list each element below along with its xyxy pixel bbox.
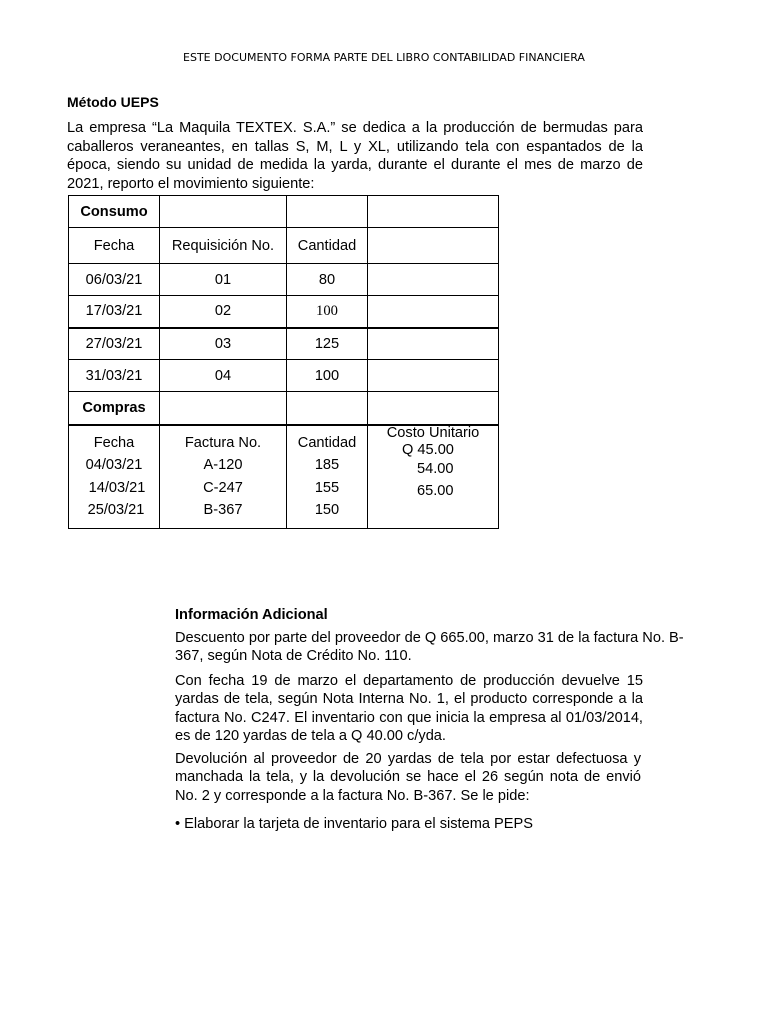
fecha-value: 25/03/21 [87, 502, 145, 518]
fecha-value: 04/03/21 [85, 457, 143, 473]
costo-value: 54.00 [417, 460, 454, 477]
column-header-cantidad: Cantidad [297, 434, 357, 451]
compras-costo-cell [368, 425, 499, 529]
column-header-cantidad: Cantidad [287, 228, 368, 264]
table-row [69, 360, 499, 392]
table-row [69, 296, 499, 328]
column-header-fecha: Fecha [69, 228, 160, 264]
requisicion-cell: 02 [160, 296, 287, 328]
consumo-header-row [69, 228, 499, 264]
section-title: Método UEPS [67, 94, 159, 110]
compras-cantidad-cell [287, 425, 368, 529]
requisicion-cell: 03 [160, 328, 287, 360]
table-row [69, 264, 499, 296]
fecha-cell: 06/03/21 [69, 264, 160, 296]
additional-info-paragraph-2: Con fecha 19 de marzo el departamento de producción devuelve 15 yardas de tela, según Nota Interna No. 1, el producto corresponde a la factura No. C247. El inventario con que inicia la empresa al 01/03/2014, es de 120 yardas de tela a Q 40.00 c/yda. [175, 673, 643, 745]
fecha-cell: 27/03/21 [69, 328, 160, 360]
compras-section-row [69, 392, 499, 425]
column-header-requisicion: Requisición No. [160, 228, 287, 264]
requisicion-cell: 01 [160, 264, 287, 296]
intro-paragraph: La empresa “La Maquila TEXTEX. S.A.” se dedica a la producción de bermudas para caballeros veraneantes, en tallas S, M, L y XL, utilizando tela con espantados de la época, siendo su unidad de medida la yarda, durante el durante el mes de marzo de 2021, reporto el movimiento siguiente: [67, 120, 643, 192]
fecha-cell: 31/03/21 [69, 360, 160, 392]
document-header: ESTE DOCUMENTO FORMA PARTE DEL LIBRO CONTABILIDAD FINANCIERA [183, 51, 585, 64]
factura-value: A-120 [203, 457, 243, 473]
cantidad-value: 185 [314, 457, 340, 473]
cantidad-value: 155 [314, 479, 340, 496]
compras-factura-cell [160, 425, 287, 529]
additional-info-paragraph-3: Devolución al proveedor de 20 yardas de tela por estar defectuosa y manchada la tela, y la devolución se hace el 26 según nota de envió No. 2 y corresponde a la factura No. B-367. Se le pide: [175, 751, 641, 804]
compras-fecha-cell [69, 425, 160, 529]
column-header-costo-unitario: Costo Unitario [386, 424, 480, 441]
costo-value: 65.00 [417, 482, 454, 499]
compras-label: Compras [69, 392, 160, 425]
consumo-label: Consumo [69, 196, 160, 228]
factura-value: B-367 [203, 502, 243, 518]
task-bullet: • Elaborar la tarjeta de inventario para el sistema PEPS [175, 816, 533, 832]
additional-info-paragraph-1: Descuento por parte del proveedor de Q 665.00, marzo 31 de la factura No. B-367, según Nota de Crédito No. 110. [175, 630, 684, 665]
additional-info-title: Información Adicional [175, 607, 328, 623]
movement-table [68, 195, 499, 529]
consumo-section-row [69, 196, 499, 228]
column-header-fecha: Fecha [93, 434, 135, 451]
column-header-factura: Factura No. [184, 434, 262, 451]
cantidad-cell: 80 [287, 264, 368, 296]
table-row [69, 328, 499, 360]
cantidad-cell: 125 [287, 328, 368, 360]
cantidad-cell: 100 [287, 360, 368, 392]
cantidad-cell: 100 [287, 296, 368, 328]
costo-value: Q 45.00 [402, 441, 454, 458]
cantidad-value: 150 [314, 502, 340, 518]
compras-row [69, 425, 499, 529]
fecha-cell: 17/03/21 [69, 296, 160, 328]
requisicion-cell: 04 [160, 360, 287, 392]
fecha-value: 14/03/21 [88, 479, 146, 496]
factura-value: C-247 [203, 479, 243, 496]
